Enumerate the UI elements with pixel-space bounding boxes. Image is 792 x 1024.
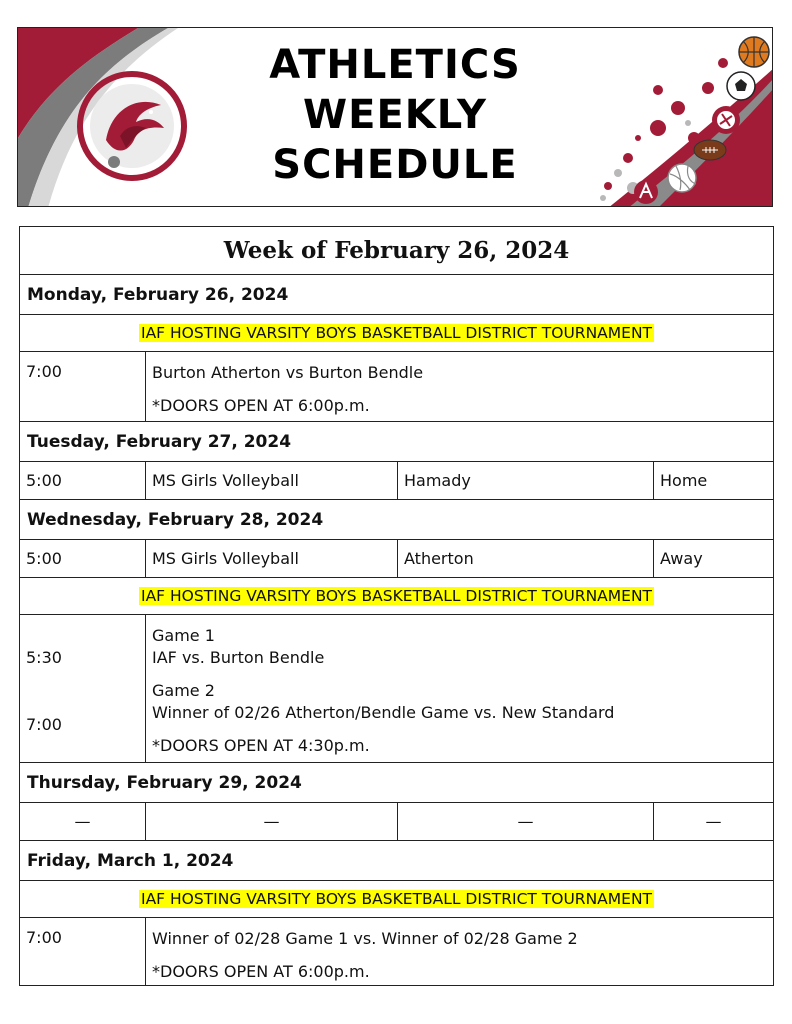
table-row (20, 615, 774, 763)
friday-time: 7:00 (20, 918, 146, 986)
tuesday-location: Home (654, 462, 774, 500)
friday-heading: Friday, March 1, 2024 (20, 841, 774, 881)
monday-event: Burton Atherton vs Burton Bendle (152, 363, 424, 382)
table-row (20, 803, 774, 841)
table-row (20, 540, 774, 578)
wednesday-game-times (20, 615, 146, 763)
wednesday-heading: Wednesday, February 28, 2024 (20, 500, 774, 540)
monday-event-cell (146, 352, 774, 422)
game1-time: 5:30 (26, 648, 62, 667)
monday-heading: Monday, February 26, 2024 (20, 275, 774, 315)
thursday-heading: Thursday, February 29, 2024 (20, 763, 774, 803)
wednesday-doors: *DOORS OPEN AT 4:30p.m. (152, 736, 370, 755)
page-title (18, 40, 772, 190)
day-heading-row (20, 763, 774, 803)
friday-event-cell (146, 918, 774, 986)
table-row (20, 352, 774, 422)
wednesday-opponent: Atherton (398, 540, 654, 578)
thursday-cell: — (146, 803, 398, 841)
game2-time: 7:00 (26, 715, 62, 734)
friday-event: Winner of 02/28 Game 1 vs. Winner of 02/28 Game 2 (152, 929, 578, 948)
tuesday-heading: Tuesday, February 27, 2024 (20, 422, 774, 462)
thursday-cell: — (20, 803, 146, 841)
tournament-highlight: IAF HOSTING VARSITY BOYS BASKETBALL DISTRICT TOURNAMENT (141, 890, 653, 908)
tournament-banner-row (20, 881, 774, 918)
game2-matchup: Winner of 02/26 Atherton/Bendle Game vs. New Standard (152, 703, 615, 722)
day-heading-row (20, 422, 774, 462)
week-title: Week of February 26, 2024 (20, 227, 774, 275)
tournament-banner (20, 881, 774, 918)
wednesday-location: Away (654, 540, 774, 578)
friday-doors: *DOORS OPEN AT 6:00p.m. (152, 962, 370, 981)
thursday-cell: — (654, 803, 774, 841)
tournament-banner (20, 315, 774, 352)
day-heading-row (20, 275, 774, 315)
table-row (20, 462, 774, 500)
week-header-row (20, 227, 774, 275)
wednesday-time: 5:00 (20, 540, 146, 578)
title-line-3: SCHEDULE (272, 142, 518, 188)
tuesday-event: MS Girls Volleyball (146, 462, 398, 500)
title-line-1: ATHLETICS (269, 42, 521, 88)
tournament-banner (20, 578, 774, 615)
tuesday-opponent: Hamady (398, 462, 654, 500)
tournament-banner-row (20, 578, 774, 615)
monday-doors: *DOORS OPEN AT 6:00p.m. (152, 396, 370, 415)
game1-matchup: IAF vs. Burton Bendle (152, 648, 325, 667)
wednesday-games-cell (146, 615, 774, 763)
monday-time: 7:00 (20, 352, 146, 422)
game2-label: Game 2 (152, 681, 215, 700)
tournament-highlight: IAF HOSTING VARSITY BOYS BASKETBALL DISTRICT TOURNAMENT (141, 324, 653, 342)
tuesday-time: 5:00 (20, 462, 146, 500)
thursday-cell: — (398, 803, 654, 841)
header-banner (17, 27, 773, 207)
schedule-table (19, 226, 774, 986)
table-row (20, 918, 774, 986)
day-heading-row (20, 841, 774, 881)
day-heading-row (20, 500, 774, 540)
wednesday-event: MS Girls Volleyball (146, 540, 398, 578)
title-line-2: WEEKLY (303, 92, 487, 138)
tournament-highlight: IAF HOSTING VARSITY BOYS BASKETBALL DISTRICT TOURNAMENT (141, 587, 653, 605)
tournament-banner-row (20, 315, 774, 352)
game1-label: Game 1 (152, 626, 215, 645)
